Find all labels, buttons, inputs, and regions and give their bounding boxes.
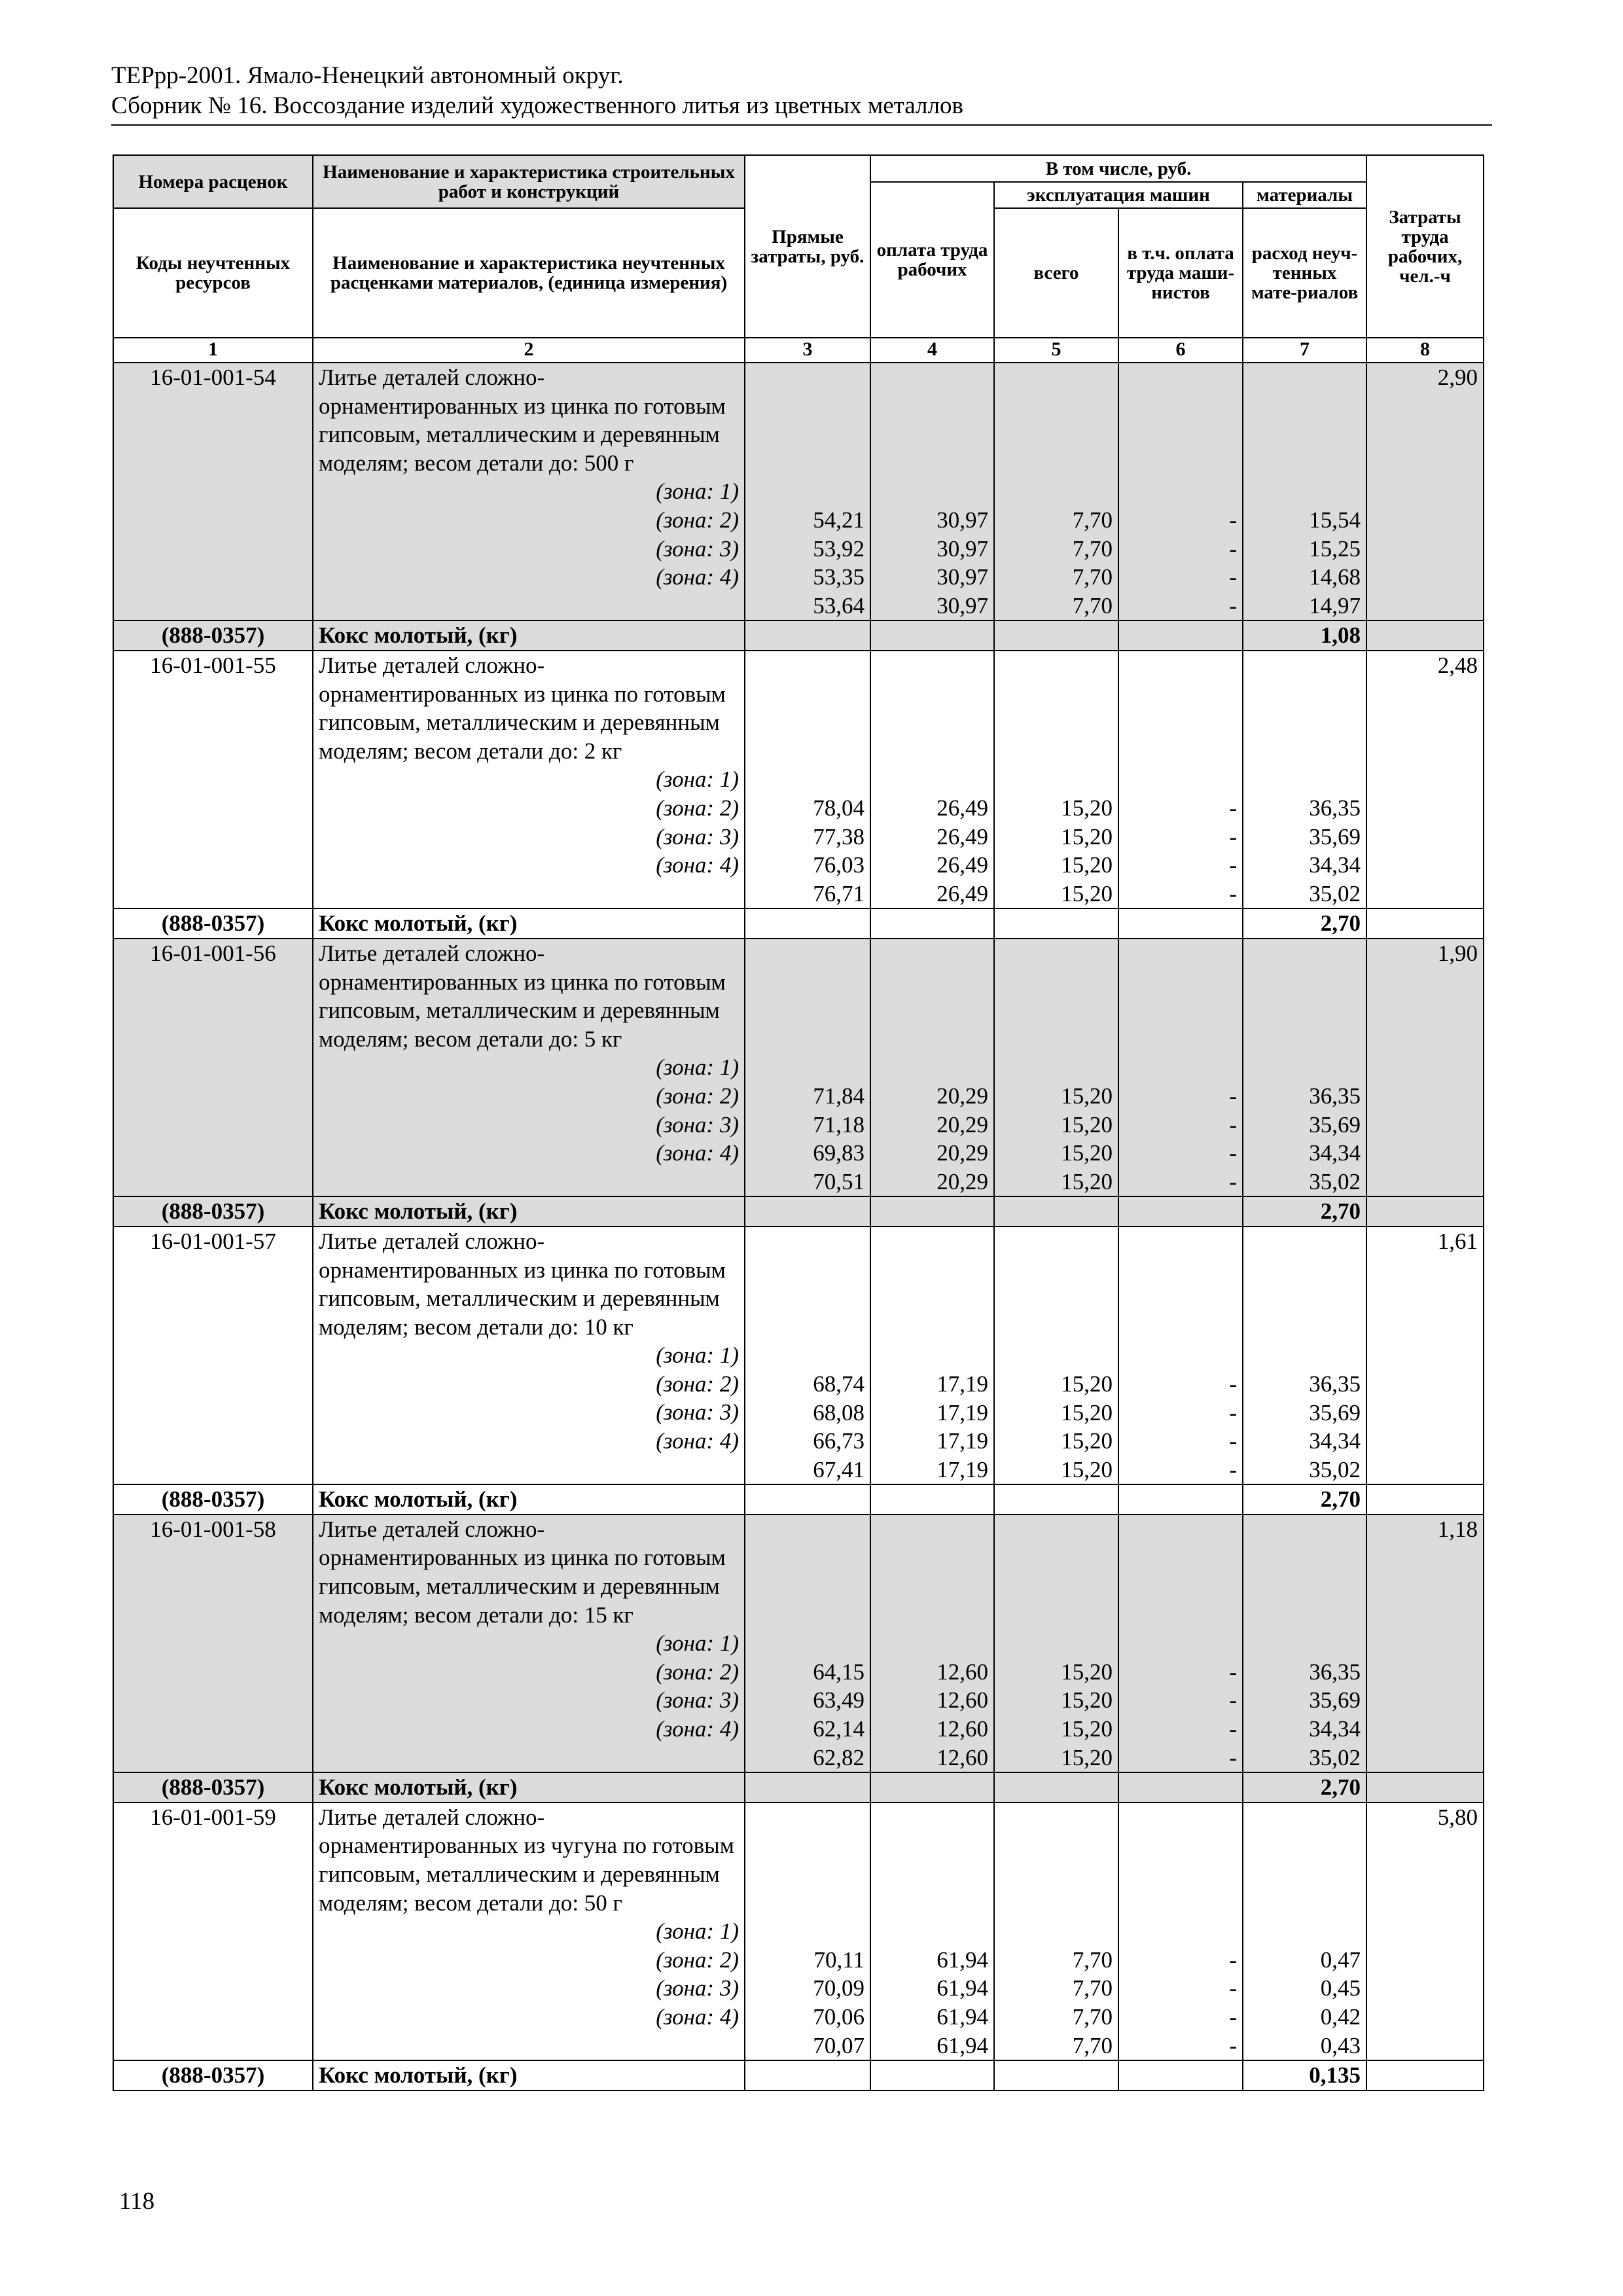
operator-wages-value: - [1229,1428,1237,1454]
rate-row [113,363,1484,620]
labor-value: 1,61 [1366,1227,1484,1484]
rate-description-cell [313,363,745,620]
machine-cost-value: 15,20 [1061,1399,1113,1426]
zone-label: (зона: 4) [656,1140,739,1166]
operator-wages-value: - [1229,1975,1237,2001]
resource-name: Кокс молотый, (кг) [313,1772,745,1803]
machine-cost-value: 15,20 [1061,1716,1113,1742]
machine-cost-value: 7,70 [1072,535,1113,562]
direct-cost-cell [745,939,870,1196]
zone-label: (зона: 4) [656,2004,739,2030]
rate-row [113,939,1484,1196]
zone-label: (зона: 3) [656,535,739,562]
operator-wages-value: - [1229,1371,1237,1397]
materials-cost-value: 36,35 [1309,1371,1361,1397]
rate-code: 16-01-001-54 [113,363,313,620]
empty-cell [1118,1772,1243,1803]
document-title: ТЕРрр-2001. Ямало-Ненецкий автономный округ. [111,62,624,89]
wages-cell [870,363,994,620]
empty-cell [870,2060,994,2090]
resource-name: Кокс молотый, (кг) [313,2060,745,2090]
zone-label: (зона: 3) [656,1399,739,1426]
materials-cost-value: 14,68 [1309,564,1361,590]
resource-name: Кокс молотый, (кг) [313,1484,745,1515]
machine-cost-value: 15,20 [1061,1687,1113,1713]
machine-cost-value: 15,20 [1061,1456,1113,1482]
machine-cost-cell [994,1803,1118,2060]
resource-row [113,908,1484,939]
rate-description: Литье деталей сложно-орнаментированных из цинка по готовым гипсовым, металлическим и деревянным моделям; весом детали до: 10 кг [319,1228,726,1340]
materials-cost-value: 35,02 [1309,880,1361,906]
labor-value: 1,90 [1366,939,1484,1196]
materials-cost-value: 34,34 [1309,1140,1361,1166]
zone-label: (зона: 2) [656,1083,739,1109]
empty-cell [745,1484,870,1515]
materials-cost-value: 34,34 [1309,1428,1361,1454]
rate-code: 16-01-001-59 [113,1803,313,2060]
direct-cost-value: 68,74 [813,1371,865,1397]
wages-value: 12,60 [936,1687,988,1713]
column-number: 8 [1366,338,1484,363]
rate-row [113,1515,1484,1772]
page-number: 118 [119,2188,155,2215]
materials-cost-value: 0,42 [1320,2004,1361,2030]
header-unaccounted-materials: расход неуч-тенных мате-риалов [1243,208,1366,338]
zone-label: (зона: 4) [656,1428,739,1454]
operator-wages-value: - [1229,1946,1237,1973]
header-total: всего [994,208,1118,338]
materials-cost-value: 36,35 [1309,795,1361,821]
rate-description-cell [313,1227,745,1484]
operator-wages-value: - [1229,852,1237,878]
operator-wages-value: - [1229,1744,1237,1770]
direct-cost-value: 78,04 [813,795,865,821]
operator-wages-value: - [1229,823,1237,850]
resource-name: Кокс молотый, (кг) [313,1196,745,1227]
direct-cost-value: 64,15 [813,1659,865,1685]
rate-description-cell [313,1515,745,1772]
resource-row [113,1772,1484,1803]
column-number: 7 [1243,338,1366,363]
direct-cost-value: 53,64 [813,592,865,619]
zone-label: (зона: 3) [656,823,739,850]
operator-wages-value: - [1229,592,1237,619]
materials-cost-value: 0,43 [1320,2032,1361,2058]
wages-value: 20,29 [936,1140,988,1166]
resource-quantity: 2,70 [1243,1772,1366,1803]
zone-label: (зона: 4) [656,852,739,878]
header-operator-wages: в т.ч. оплата труда маши-нистов [1118,208,1243,338]
machine-cost-value: 15,20 [1061,1111,1113,1138]
machine-cost-value: 7,70 [1072,2004,1113,2030]
direct-cost-value: 71,18 [813,1111,865,1138]
rates-table [113,154,1483,2092]
direct-cost-value: 66,73 [813,1428,865,1454]
operator-wages-value: - [1229,795,1237,821]
materials-cost-cell [1243,1803,1366,2060]
resource-code: (888-0357) [113,1772,313,1803]
resource-quantity: 1,08 [1243,620,1366,651]
machine-cost-cell [994,1227,1118,1484]
zone-label: (зона: 1) [656,766,739,793]
rate-description-cell [313,939,745,1196]
wages-value: 61,94 [936,2032,988,2058]
operator-wages-value: - [1229,1399,1237,1426]
empty-cell [745,1772,870,1803]
operator-wages-cell [1118,1803,1243,2060]
zone-label: (зона: 2) [656,507,739,533]
direct-cost-value: 70,09 [813,1975,865,2001]
resource-code: (888-0357) [113,1484,313,1515]
machine-cost-value: 7,70 [1072,564,1113,590]
rate-description: Литье деталей сложно-орнаментированных из цинка по готовым гипсовым, металлическим и деревянным моделям; весом детали до: 15 кг [319,1516,726,1628]
labor-value: 2,90 [1366,363,1484,620]
direct-cost-value: 68,08 [813,1399,865,1426]
empty-cell [745,1196,870,1227]
operator-wages-cell [1118,1515,1243,1772]
header-materials: материалы [1243,182,1366,208]
wages-cell [870,939,994,1196]
empty-cell [1366,2060,1484,2090]
machine-cost-value: 15,20 [1061,823,1113,850]
operator-wages-cell [1118,939,1243,1196]
resource-row [113,620,1484,651]
direct-cost-value: 76,03 [813,852,865,878]
empty-cell [1366,620,1484,651]
machine-cost-value: 15,20 [1061,795,1113,821]
empty-cell [745,908,870,939]
operator-wages-value: - [1229,2032,1237,2058]
direct-cost-value: 70,07 [813,2032,865,2058]
materials-cost-cell [1243,363,1366,620]
zone-label: (зона: 1) [656,1054,739,1081]
direct-cost-cell [745,651,870,908]
wages-cell [870,1227,994,1484]
empty-cell [994,908,1118,939]
zone-label: (зона: 4) [656,564,739,590]
zone-label: (зона: 4) [656,1716,739,1742]
materials-cost-value: 14,97 [1309,592,1361,619]
empty-cell [994,1484,1118,1515]
materials-cost-value: 34,34 [1309,852,1361,878]
resource-code: (888-0357) [113,620,313,651]
empty-cell [1118,908,1243,939]
header-direct-costs: Прямые затраты, руб. [745,155,870,338]
operator-wages-value: - [1229,2004,1237,2030]
operator-wages-value: - [1229,1111,1237,1138]
direct-cost-cell [745,1227,870,1484]
materials-cost-cell [1243,651,1366,908]
collection-title: Сборник № 16. Воссоздание изделий художественного литья из цветных металлов [111,92,963,119]
wages-value: 20,29 [936,1111,988,1138]
wages-value: 26,49 [936,880,988,906]
labor-value: 2,48 [1366,651,1484,908]
wages-value: 26,49 [936,795,988,821]
machine-cost-value: 7,70 [1072,1975,1113,2001]
rate-row [113,1227,1484,1484]
materials-cost-value: 35,02 [1309,1168,1361,1194]
materials-cost-cell [1243,1227,1366,1484]
materials-cost-value: 35,69 [1309,1687,1361,1713]
materials-cost-value: 36,35 [1309,1083,1361,1109]
wages-value: 20,29 [936,1168,988,1194]
machine-cost-value: 15,20 [1061,1371,1113,1397]
header-rule [111,124,1492,126]
zone-label: (зона: 3) [656,1687,739,1713]
operator-wages-value: - [1229,1659,1237,1685]
header-resource-codes: Коды неучтенных ресурсов [113,208,313,338]
rate-description-cell [313,651,745,908]
column-number: 1 [113,338,313,363]
direct-cost-cell [745,363,870,620]
wages-cell [870,1803,994,2060]
machine-cost-value: 7,70 [1072,507,1113,533]
empty-cell [994,1772,1118,1803]
operator-wages-cell [1118,1227,1243,1484]
wages-value: 17,19 [936,1371,988,1397]
resource-code: (888-0357) [113,1196,313,1227]
wages-cell [870,651,994,908]
zone-label: (зона: 1) [656,1630,739,1657]
wages-value: 30,97 [936,507,988,533]
rate-code: 16-01-001-58 [113,1515,313,1772]
resource-code: (888-0357) [113,908,313,939]
materials-cost-value: 0,45 [1320,1975,1361,2001]
machine-cost-value: 15,20 [1061,880,1113,906]
resource-code: (888-0357) [113,2060,313,2090]
machine-cost-value: 15,20 [1061,1168,1113,1194]
empty-cell [745,620,870,651]
operator-wages-value: - [1229,1687,1237,1713]
labor-value: 1,18 [1366,1515,1484,1772]
direct-cost-value: 54,21 [813,507,865,533]
wages-value: 26,49 [936,823,988,850]
wages-value: 26,49 [936,852,988,878]
zone-label: (зона: 3) [656,1111,739,1138]
machine-cost-value: 7,70 [1072,1946,1113,1973]
column-number: 2 [313,338,745,363]
zone-label: (зона: 2) [656,795,739,821]
column-number: 6 [1118,338,1243,363]
machine-cost-cell [994,363,1118,620]
materials-cost-value: 34,34 [1309,1716,1361,1742]
labor-value: 5,80 [1366,1803,1484,2060]
machine-cost-value: 15,20 [1061,1744,1113,1770]
resource-quantity: 2,70 [1243,908,1366,939]
resource-name: Кокс молотый, (кг) [313,620,745,651]
rate-description-cell [313,1803,745,2060]
wages-value: 12,60 [936,1716,988,1742]
operator-wages-value: - [1229,507,1237,533]
zone-label: (зона: 2) [656,1371,739,1397]
machine-cost-value: 15,20 [1061,1140,1113,1166]
operator-wages-value: - [1229,1716,1237,1742]
empty-cell [994,1196,1118,1227]
resource-quantity: 2,70 [1243,1196,1366,1227]
empty-cell [1118,1484,1243,1515]
resource-row [113,2060,1484,2090]
rate-row [113,651,1484,908]
wages-value: 12,60 [936,1744,988,1770]
column-number: 3 [745,338,870,363]
direct-cost-value: 63,49 [813,1687,865,1713]
wages-value: 12,60 [936,1659,988,1685]
header-work-name: Наименование и характеристика строительных работ и конструкций [313,155,745,208]
rate-code: 16-01-001-57 [113,1227,313,1484]
header-material-name: Наименование и характеристика неучтенных расценками материалов, (единица измерения) [313,208,745,338]
rate-description: Литье деталей сложно-орнаментированных из цинка по готовым гипсовым, металлическим и деревянным моделям; весом детали до: 5 кг [319,940,726,1052]
operator-wages-value: - [1229,1456,1237,1482]
wages-cell [870,1515,994,1772]
zone-label: (зона: 3) [656,1975,739,2001]
empty-cell [870,1484,994,1515]
header-wages: оплата труда рабочих [870,182,994,338]
rate-description: Литье деталей сложно-орнаментированных из цинка по готовым гипсовым, металлическим и деревянным моделям; весом детали до: 2 кг [319,652,726,764]
wages-value: 20,29 [936,1083,988,1109]
direct-cost-value: 70,51 [813,1168,865,1194]
wages-value: 61,94 [936,1975,988,2001]
resource-quantity: 2,70 [1243,1484,1366,1515]
zone-label: (зона: 1) [656,1918,739,1945]
rate-code: 16-01-001-56 [113,939,313,1196]
direct-cost-cell [745,1515,870,1772]
rate-row [113,1803,1484,2060]
resource-quantity: 0,135 [1243,2060,1366,2090]
materials-cost-value: 15,54 [1309,507,1361,533]
materials-cost-value: 36,35 [1309,1659,1361,1685]
operator-wages-value: - [1229,564,1237,590]
column-number: 5 [994,338,1118,363]
materials-cost-value: 15,25 [1309,535,1361,562]
header-rate-numbers: Номера расценок [113,155,313,208]
operator-wages-value: - [1229,1168,1237,1194]
empty-cell [994,620,1118,651]
direct-cost-value: 70,06 [813,2004,865,2030]
wages-value: 61,94 [936,2004,988,2030]
direct-cost-value: 53,35 [813,564,865,590]
empty-cell [994,2060,1118,2090]
machine-cost-value: 15,20 [1061,852,1113,878]
zone-label: (зона: 1) [656,1342,739,1369]
machine-cost-cell [994,1515,1118,1772]
direct-cost-value: 62,82 [813,1744,865,1770]
empty-cell [1118,620,1243,651]
direct-cost-value: 77,38 [813,823,865,850]
direct-cost-value: 69,83 [813,1140,865,1166]
materials-cost-cell [1243,939,1366,1196]
machine-cost-value: 7,70 [1072,2032,1113,2058]
empty-cell [745,2060,870,2090]
wages-value: 30,97 [936,564,988,590]
materials-cost-value: 35,69 [1309,1399,1361,1426]
zone-label: (зона: 1) [656,478,739,505]
header-including: В том числе, руб. [870,155,1366,182]
empty-cell [870,1772,994,1803]
materials-cost-value: 35,69 [1309,823,1361,850]
empty-cell [1366,1772,1484,1803]
header-machine-operation: эксплуатация машин [994,182,1243,208]
machine-cost-value: 7,70 [1072,592,1113,619]
machine-cost-cell [994,651,1118,908]
wages-value: 61,94 [936,1946,988,1973]
machine-cost-value: 15,20 [1061,1428,1113,1454]
resource-name: Кокс молотый, (кг) [313,908,745,939]
zone-label: (зона: 2) [656,1946,739,1973]
operator-wages-value: - [1229,880,1237,906]
rate-description: Литье деталей сложно-орнаментированных из цинка по готовым гипсовым, металлическим и деревянным моделям; весом детали до: 500 г [319,365,726,476]
operator-wages-cell [1118,363,1243,620]
rate-description: Литье деталей сложно-орнаментированных из чугуна по готовым гипсовым, металлическим и деревянным моделям; весом детали до: 50 г [319,1804,734,1916]
direct-cost-value: 76,71 [813,880,865,906]
materials-cost-value: 35,02 [1309,1744,1361,1770]
rate-code: 16-01-001-55 [113,651,313,908]
empty-cell [1366,908,1484,939]
materials-cost-value: 0,47 [1320,1946,1361,1973]
operator-wages-value: - [1229,1083,1237,1109]
resource-row [113,1484,1484,1515]
machine-cost-value: 15,20 [1061,1659,1113,1685]
wages-value: 17,19 [936,1428,988,1454]
empty-cell [870,908,994,939]
rate-rows [113,363,1484,2090]
wages-value: 17,19 [936,1399,988,1426]
machine-cost-value: 15,20 [1061,1083,1113,1109]
materials-cost-value: 35,69 [1309,1111,1361,1138]
materials-cost-value: 35,02 [1309,1456,1361,1482]
direct-cost-value: 62,14 [813,1716,865,1742]
empty-cell [1118,2060,1243,2090]
empty-cell [870,1196,994,1227]
empty-cell [1118,1196,1243,1227]
zone-label: (зона: 2) [656,1659,739,1685]
header-labor: Затраты труда рабочих, чел.-ч [1366,155,1484,338]
wages-value: 17,19 [936,1456,988,1482]
wages-value: 30,97 [936,535,988,562]
direct-cost-value: 67,41 [813,1456,865,1482]
materials-cost-cell [1243,1515,1366,1772]
empty-cell [1366,1484,1484,1515]
direct-cost-value: 53,92 [813,535,865,562]
wages-value: 30,97 [936,592,988,619]
empty-cell [1366,1196,1484,1227]
column-number: 4 [870,338,994,363]
operator-wages-value: - [1229,1140,1237,1166]
direct-cost-value: 70,11 [813,1946,865,1973]
operator-wages-value: - [1229,535,1237,562]
empty-cell [870,620,994,651]
resource-row [113,1196,1484,1227]
direct-cost-cell [745,1803,870,2060]
machine-cost-cell [994,939,1118,1196]
direct-cost-value: 71,84 [813,1083,865,1109]
operator-wages-cell [1118,651,1243,908]
